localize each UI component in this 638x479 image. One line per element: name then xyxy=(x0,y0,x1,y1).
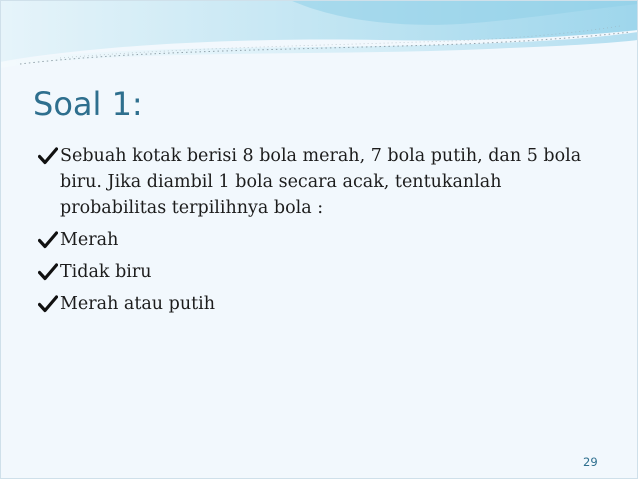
slide-title: Soal 1: xyxy=(33,85,143,123)
checkmark-icon xyxy=(38,263,58,281)
checkmark-icon xyxy=(38,147,58,165)
bullet-item-merah xyxy=(38,227,608,253)
bullet-item-question xyxy=(38,143,608,221)
bullet-text: Sebuah kotak berisi 8 bola merah, 7 bola putih, dan 5 bola biru. Jika diambil 1 bola secara acak, tentukanlah probabilitas terpilihnya bola : xyxy=(60,146,582,218)
checkmark-icon xyxy=(38,295,58,313)
checkmark-icon xyxy=(38,231,58,249)
bullet-text: Merah xyxy=(60,230,119,250)
bullet-list xyxy=(38,143,608,317)
bullet-text: Merah atau putih xyxy=(60,294,216,314)
bullet-item-tidak-biru xyxy=(38,259,608,285)
page-number: 29 xyxy=(583,455,598,469)
bullet-text: Tidak biru xyxy=(60,262,152,282)
bullet-item-merah-atau-putih xyxy=(38,291,608,317)
